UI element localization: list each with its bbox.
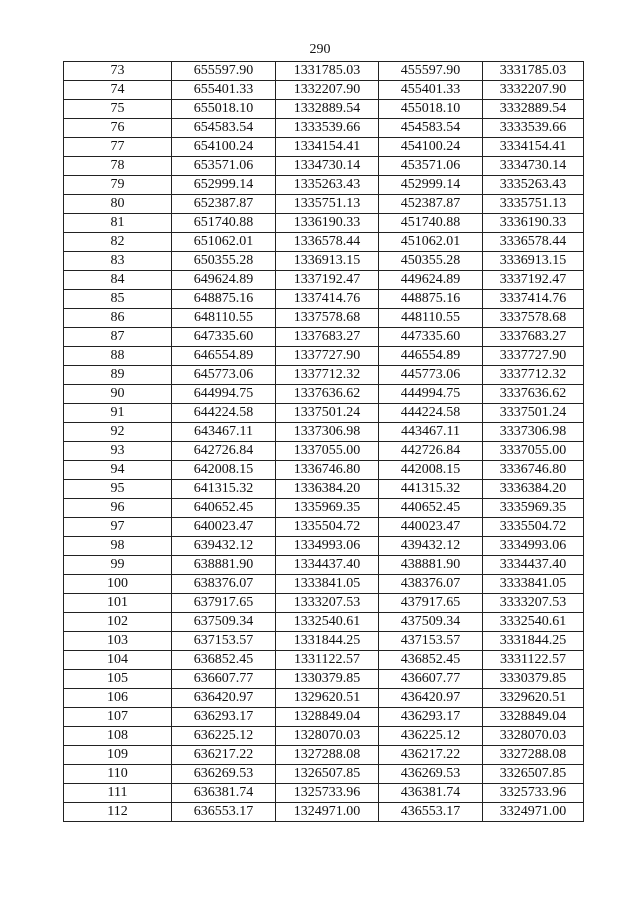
point-number-cell: 89 bbox=[64, 366, 172, 385]
y-coordinate-cell: 1335751.13 bbox=[276, 195, 379, 214]
x-coordinate-cell: 651740.88 bbox=[172, 214, 276, 233]
point-number-cell: 95 bbox=[64, 480, 172, 499]
x-coordinate-cell: 641315.32 bbox=[172, 480, 276, 499]
x-coordinate-cell: 640023.47 bbox=[172, 518, 276, 537]
y2-coordinate-cell: 3327288.08 bbox=[483, 746, 584, 765]
x2-coordinate-cell: 447335.60 bbox=[379, 328, 483, 347]
point-number-cell: 110 bbox=[64, 765, 172, 784]
y2-coordinate-cell: 3337306.98 bbox=[483, 423, 584, 442]
coordinates-table bbox=[63, 61, 584, 822]
y2-coordinate-cell: 3329620.51 bbox=[483, 689, 584, 708]
table-row bbox=[64, 480, 584, 499]
table-row bbox=[64, 138, 584, 157]
x-coordinate-cell: 636381.74 bbox=[172, 784, 276, 803]
point-number-cell: 103 bbox=[64, 632, 172, 651]
point-number-cell: 79 bbox=[64, 176, 172, 195]
y-coordinate-cell: 1324971.00 bbox=[276, 803, 379, 822]
x2-coordinate-cell: 442008.15 bbox=[379, 461, 483, 480]
x-coordinate-cell: 636607.77 bbox=[172, 670, 276, 689]
x-coordinate-cell: 644224.58 bbox=[172, 404, 276, 423]
y2-coordinate-cell: 3335969.35 bbox=[483, 499, 584, 518]
x2-coordinate-cell: 445773.06 bbox=[379, 366, 483, 385]
x2-coordinate-cell: 448875.16 bbox=[379, 290, 483, 309]
table-row bbox=[64, 62, 584, 81]
y2-coordinate-cell: 3336190.33 bbox=[483, 214, 584, 233]
x2-coordinate-cell: 453571.06 bbox=[379, 157, 483, 176]
y-coordinate-cell: 1329620.51 bbox=[276, 689, 379, 708]
y2-coordinate-cell: 3337636.62 bbox=[483, 385, 584, 404]
y-coordinate-cell: 1334154.41 bbox=[276, 138, 379, 157]
x-coordinate-cell: 636293.17 bbox=[172, 708, 276, 727]
y2-coordinate-cell: 3332207.90 bbox=[483, 81, 584, 100]
point-number-cell: 77 bbox=[64, 138, 172, 157]
point-number-cell: 99 bbox=[64, 556, 172, 575]
x-coordinate-cell: 638376.07 bbox=[172, 575, 276, 594]
y2-coordinate-cell: 3334993.06 bbox=[483, 537, 584, 556]
point-number-cell: 106 bbox=[64, 689, 172, 708]
y2-coordinate-cell: 3328070.03 bbox=[483, 727, 584, 746]
y2-coordinate-cell: 3336913.15 bbox=[483, 252, 584, 271]
y-coordinate-cell: 1333841.05 bbox=[276, 575, 379, 594]
x-coordinate-cell: 652387.87 bbox=[172, 195, 276, 214]
x-coordinate-cell: 636225.12 bbox=[172, 727, 276, 746]
x-coordinate-cell: 655401.33 bbox=[172, 81, 276, 100]
point-number-cell: 75 bbox=[64, 100, 172, 119]
point-number-cell: 97 bbox=[64, 518, 172, 537]
y2-coordinate-cell: 3335504.72 bbox=[483, 518, 584, 537]
x2-coordinate-cell: 448110.55 bbox=[379, 309, 483, 328]
y-coordinate-cell: 1332207.90 bbox=[276, 81, 379, 100]
y-coordinate-cell: 1334437.40 bbox=[276, 556, 379, 575]
y2-coordinate-cell: 3337501.24 bbox=[483, 404, 584, 423]
x2-coordinate-cell: 451062.01 bbox=[379, 233, 483, 252]
x-coordinate-cell: 643467.11 bbox=[172, 423, 276, 442]
table-row bbox=[64, 499, 584, 518]
table-row bbox=[64, 290, 584, 309]
y2-coordinate-cell: 3335263.43 bbox=[483, 176, 584, 195]
x2-coordinate-cell: 452387.87 bbox=[379, 195, 483, 214]
y-coordinate-cell: 1337636.62 bbox=[276, 385, 379, 404]
point-number-cell: 94 bbox=[64, 461, 172, 480]
x-coordinate-cell: 637917.65 bbox=[172, 594, 276, 613]
table-row bbox=[64, 385, 584, 404]
x2-coordinate-cell: 442726.84 bbox=[379, 442, 483, 461]
x2-coordinate-cell: 446554.89 bbox=[379, 347, 483, 366]
y-coordinate-cell: 1326507.85 bbox=[276, 765, 379, 784]
table-row bbox=[64, 442, 584, 461]
x-coordinate-cell: 648875.16 bbox=[172, 290, 276, 309]
y-coordinate-cell: 1336913.15 bbox=[276, 252, 379, 271]
y2-coordinate-cell: 3333207.53 bbox=[483, 594, 584, 613]
point-number-cell: 102 bbox=[64, 613, 172, 632]
x-coordinate-cell: 637153.57 bbox=[172, 632, 276, 651]
table-row bbox=[64, 765, 584, 784]
point-number-cell: 93 bbox=[64, 442, 172, 461]
x2-coordinate-cell: 436553.17 bbox=[379, 803, 483, 822]
y-coordinate-cell: 1332540.61 bbox=[276, 613, 379, 632]
x-coordinate-cell: 644994.75 bbox=[172, 385, 276, 404]
y2-coordinate-cell: 3334154.41 bbox=[483, 138, 584, 157]
x2-coordinate-cell: 451740.88 bbox=[379, 214, 483, 233]
table-row bbox=[64, 423, 584, 442]
point-number-cell: 107 bbox=[64, 708, 172, 727]
y2-coordinate-cell: 3332540.61 bbox=[483, 613, 584, 632]
table-row bbox=[64, 233, 584, 252]
y-coordinate-cell: 1335969.35 bbox=[276, 499, 379, 518]
table-row bbox=[64, 100, 584, 119]
y-coordinate-cell: 1330379.85 bbox=[276, 670, 379, 689]
point-number-cell: 109 bbox=[64, 746, 172, 765]
y-coordinate-cell: 1327288.08 bbox=[276, 746, 379, 765]
point-number-cell: 87 bbox=[64, 328, 172, 347]
y-coordinate-cell: 1333539.66 bbox=[276, 119, 379, 138]
point-number-cell: 108 bbox=[64, 727, 172, 746]
x2-coordinate-cell: 444994.75 bbox=[379, 385, 483, 404]
y-coordinate-cell: 1336384.20 bbox=[276, 480, 379, 499]
x2-coordinate-cell: 436381.74 bbox=[379, 784, 483, 803]
x-coordinate-cell: 655018.10 bbox=[172, 100, 276, 119]
table-row bbox=[64, 366, 584, 385]
x-coordinate-cell: 654100.24 bbox=[172, 138, 276, 157]
x-coordinate-cell: 646554.89 bbox=[172, 347, 276, 366]
table-row bbox=[64, 347, 584, 366]
x2-coordinate-cell: 449624.89 bbox=[379, 271, 483, 290]
x-coordinate-cell: 650355.28 bbox=[172, 252, 276, 271]
x2-coordinate-cell: 455401.33 bbox=[379, 81, 483, 100]
point-number-cell: 83 bbox=[64, 252, 172, 271]
point-number-cell: 78 bbox=[64, 157, 172, 176]
y-coordinate-cell: 1337501.24 bbox=[276, 404, 379, 423]
y-coordinate-cell: 1335263.43 bbox=[276, 176, 379, 195]
table-row bbox=[64, 784, 584, 803]
y2-coordinate-cell: 3334437.40 bbox=[483, 556, 584, 575]
point-number-cell: 73 bbox=[64, 62, 172, 81]
table-row bbox=[64, 81, 584, 100]
table-row bbox=[64, 613, 584, 632]
y2-coordinate-cell: 3337683.27 bbox=[483, 328, 584, 347]
point-number-cell: 90 bbox=[64, 385, 172, 404]
y2-coordinate-cell: 3328849.04 bbox=[483, 708, 584, 727]
x2-coordinate-cell: 436225.12 bbox=[379, 727, 483, 746]
table-row bbox=[64, 157, 584, 176]
y2-coordinate-cell: 3336746.80 bbox=[483, 461, 584, 480]
table-row bbox=[64, 461, 584, 480]
point-number-cell: 82 bbox=[64, 233, 172, 252]
table-row bbox=[64, 746, 584, 765]
x2-coordinate-cell: 437509.34 bbox=[379, 613, 483, 632]
y2-coordinate-cell: 3337414.76 bbox=[483, 290, 584, 309]
table-row bbox=[64, 518, 584, 537]
y2-coordinate-cell: 3336384.20 bbox=[483, 480, 584, 499]
y2-coordinate-cell: 3334730.14 bbox=[483, 157, 584, 176]
y2-coordinate-cell: 3331122.57 bbox=[483, 651, 584, 670]
y2-coordinate-cell: 3337727.90 bbox=[483, 347, 584, 366]
y-coordinate-cell: 1337578.68 bbox=[276, 309, 379, 328]
x-coordinate-cell: 640652.45 bbox=[172, 499, 276, 518]
y2-coordinate-cell: 3333539.66 bbox=[483, 119, 584, 138]
y-coordinate-cell: 1331844.25 bbox=[276, 632, 379, 651]
y-coordinate-cell: 1337055.00 bbox=[276, 442, 379, 461]
point-number-cell: 91 bbox=[64, 404, 172, 423]
x2-coordinate-cell: 437153.57 bbox=[379, 632, 483, 651]
x-coordinate-cell: 637509.34 bbox=[172, 613, 276, 632]
point-number-cell: 85 bbox=[64, 290, 172, 309]
x2-coordinate-cell: 441315.32 bbox=[379, 480, 483, 499]
table-row bbox=[64, 214, 584, 233]
x-coordinate-cell: 653571.06 bbox=[172, 157, 276, 176]
x-coordinate-cell: 636553.17 bbox=[172, 803, 276, 822]
x-coordinate-cell: 655597.90 bbox=[172, 62, 276, 81]
x2-coordinate-cell: 455018.10 bbox=[379, 100, 483, 119]
point-number-cell: 98 bbox=[64, 537, 172, 556]
y-coordinate-cell: 1332889.54 bbox=[276, 100, 379, 119]
y-coordinate-cell: 1337683.27 bbox=[276, 328, 379, 347]
table-row bbox=[64, 803, 584, 822]
x2-coordinate-cell: 444224.58 bbox=[379, 404, 483, 423]
point-number-cell: 81 bbox=[64, 214, 172, 233]
y2-coordinate-cell: 3326507.85 bbox=[483, 765, 584, 784]
x2-coordinate-cell: 436269.53 bbox=[379, 765, 483, 784]
x2-coordinate-cell: 436852.45 bbox=[379, 651, 483, 670]
point-number-cell: 100 bbox=[64, 575, 172, 594]
y2-coordinate-cell: 3336578.44 bbox=[483, 233, 584, 252]
y2-coordinate-cell: 3324971.00 bbox=[483, 803, 584, 822]
table-row bbox=[64, 727, 584, 746]
y2-coordinate-cell: 3330379.85 bbox=[483, 670, 584, 689]
table-row bbox=[64, 594, 584, 613]
page-number: 290 bbox=[309, 42, 331, 57]
point-number-cell: 80 bbox=[64, 195, 172, 214]
y-coordinate-cell: 1337414.76 bbox=[276, 290, 379, 309]
x-coordinate-cell: 647335.60 bbox=[172, 328, 276, 347]
coordinates-table-body bbox=[64, 62, 584, 822]
point-number-cell: 86 bbox=[64, 309, 172, 328]
x-coordinate-cell: 654583.54 bbox=[172, 119, 276, 138]
table-row bbox=[64, 708, 584, 727]
y-coordinate-cell: 1334993.06 bbox=[276, 537, 379, 556]
x2-coordinate-cell: 436607.77 bbox=[379, 670, 483, 689]
x-coordinate-cell: 636420.97 bbox=[172, 689, 276, 708]
table-row bbox=[64, 176, 584, 195]
x-coordinate-cell: 648110.55 bbox=[172, 309, 276, 328]
point-number-cell: 76 bbox=[64, 119, 172, 138]
point-number-cell: 92 bbox=[64, 423, 172, 442]
x2-coordinate-cell: 455597.90 bbox=[379, 62, 483, 81]
x2-coordinate-cell: 440652.45 bbox=[379, 499, 483, 518]
y2-coordinate-cell: 3335751.13 bbox=[483, 195, 584, 214]
x2-coordinate-cell: 436420.97 bbox=[379, 689, 483, 708]
table-row bbox=[64, 195, 584, 214]
y-coordinate-cell: 1328849.04 bbox=[276, 708, 379, 727]
x2-coordinate-cell: 452999.14 bbox=[379, 176, 483, 195]
y-coordinate-cell: 1337306.98 bbox=[276, 423, 379, 442]
x2-coordinate-cell: 438881.90 bbox=[379, 556, 483, 575]
table-row bbox=[64, 556, 584, 575]
x-coordinate-cell: 645773.06 bbox=[172, 366, 276, 385]
table-row bbox=[64, 670, 584, 689]
y2-coordinate-cell: 3332889.54 bbox=[483, 100, 584, 119]
table-row bbox=[64, 632, 584, 651]
x-coordinate-cell: 652999.14 bbox=[172, 176, 276, 195]
y-coordinate-cell: 1334730.14 bbox=[276, 157, 379, 176]
table-row bbox=[64, 575, 584, 594]
table-row bbox=[64, 328, 584, 347]
y-coordinate-cell: 1331122.57 bbox=[276, 651, 379, 670]
x2-coordinate-cell: 454583.54 bbox=[379, 119, 483, 138]
x-coordinate-cell: 649624.89 bbox=[172, 271, 276, 290]
x2-coordinate-cell: 436293.17 bbox=[379, 708, 483, 727]
y2-coordinate-cell: 3331785.03 bbox=[483, 62, 584, 81]
y-coordinate-cell: 1337712.32 bbox=[276, 366, 379, 385]
table-row bbox=[64, 309, 584, 328]
y2-coordinate-cell: 3331844.25 bbox=[483, 632, 584, 651]
y-coordinate-cell: 1337192.47 bbox=[276, 271, 379, 290]
x2-coordinate-cell: 436217.22 bbox=[379, 746, 483, 765]
point-number-cell: 74 bbox=[64, 81, 172, 100]
x2-coordinate-cell: 438376.07 bbox=[379, 575, 483, 594]
x-coordinate-cell: 636852.45 bbox=[172, 651, 276, 670]
x2-coordinate-cell: 440023.47 bbox=[379, 518, 483, 537]
x2-coordinate-cell: 454100.24 bbox=[379, 138, 483, 157]
y2-coordinate-cell: 3333841.05 bbox=[483, 575, 584, 594]
point-number-cell: 111 bbox=[64, 784, 172, 803]
x2-coordinate-cell: 443467.11 bbox=[379, 423, 483, 442]
x-coordinate-cell: 636217.22 bbox=[172, 746, 276, 765]
y-coordinate-cell: 1336746.80 bbox=[276, 461, 379, 480]
point-number-cell: 84 bbox=[64, 271, 172, 290]
table-row bbox=[64, 119, 584, 138]
y2-coordinate-cell: 3337712.32 bbox=[483, 366, 584, 385]
table-row bbox=[64, 537, 584, 556]
y2-coordinate-cell: 3337192.47 bbox=[483, 271, 584, 290]
table-row bbox=[64, 404, 584, 423]
x-coordinate-cell: 651062.01 bbox=[172, 233, 276, 252]
y2-coordinate-cell: 3337578.68 bbox=[483, 309, 584, 328]
y2-coordinate-cell: 3337055.00 bbox=[483, 442, 584, 461]
point-number-cell: 112 bbox=[64, 803, 172, 822]
point-number-cell: 104 bbox=[64, 651, 172, 670]
point-number-cell: 88 bbox=[64, 347, 172, 366]
y-coordinate-cell: 1336578.44 bbox=[276, 233, 379, 252]
table-row bbox=[64, 271, 584, 290]
table-row bbox=[64, 651, 584, 670]
y-coordinate-cell: 1328070.03 bbox=[276, 727, 379, 746]
x-coordinate-cell: 642008.15 bbox=[172, 461, 276, 480]
y-coordinate-cell: 1336190.33 bbox=[276, 214, 379, 233]
x2-coordinate-cell: 437917.65 bbox=[379, 594, 483, 613]
y-coordinate-cell: 1337727.90 bbox=[276, 347, 379, 366]
y2-coordinate-cell: 3325733.96 bbox=[483, 784, 584, 803]
y-coordinate-cell: 1335504.72 bbox=[276, 518, 379, 537]
x-coordinate-cell: 642726.84 bbox=[172, 442, 276, 461]
x-coordinate-cell: 638881.90 bbox=[172, 556, 276, 575]
x2-coordinate-cell: 450355.28 bbox=[379, 252, 483, 271]
point-number-cell: 101 bbox=[64, 594, 172, 613]
table-row bbox=[64, 252, 584, 271]
y-coordinate-cell: 1331785.03 bbox=[276, 62, 379, 81]
x-coordinate-cell: 636269.53 bbox=[172, 765, 276, 784]
x-coordinate-cell: 639432.12 bbox=[172, 537, 276, 556]
point-number-cell: 105 bbox=[64, 670, 172, 689]
point-number-cell: 96 bbox=[64, 499, 172, 518]
table-row bbox=[64, 689, 584, 708]
y-coordinate-cell: 1325733.96 bbox=[276, 784, 379, 803]
x2-coordinate-cell: 439432.12 bbox=[379, 537, 483, 556]
y-coordinate-cell: 1333207.53 bbox=[276, 594, 379, 613]
